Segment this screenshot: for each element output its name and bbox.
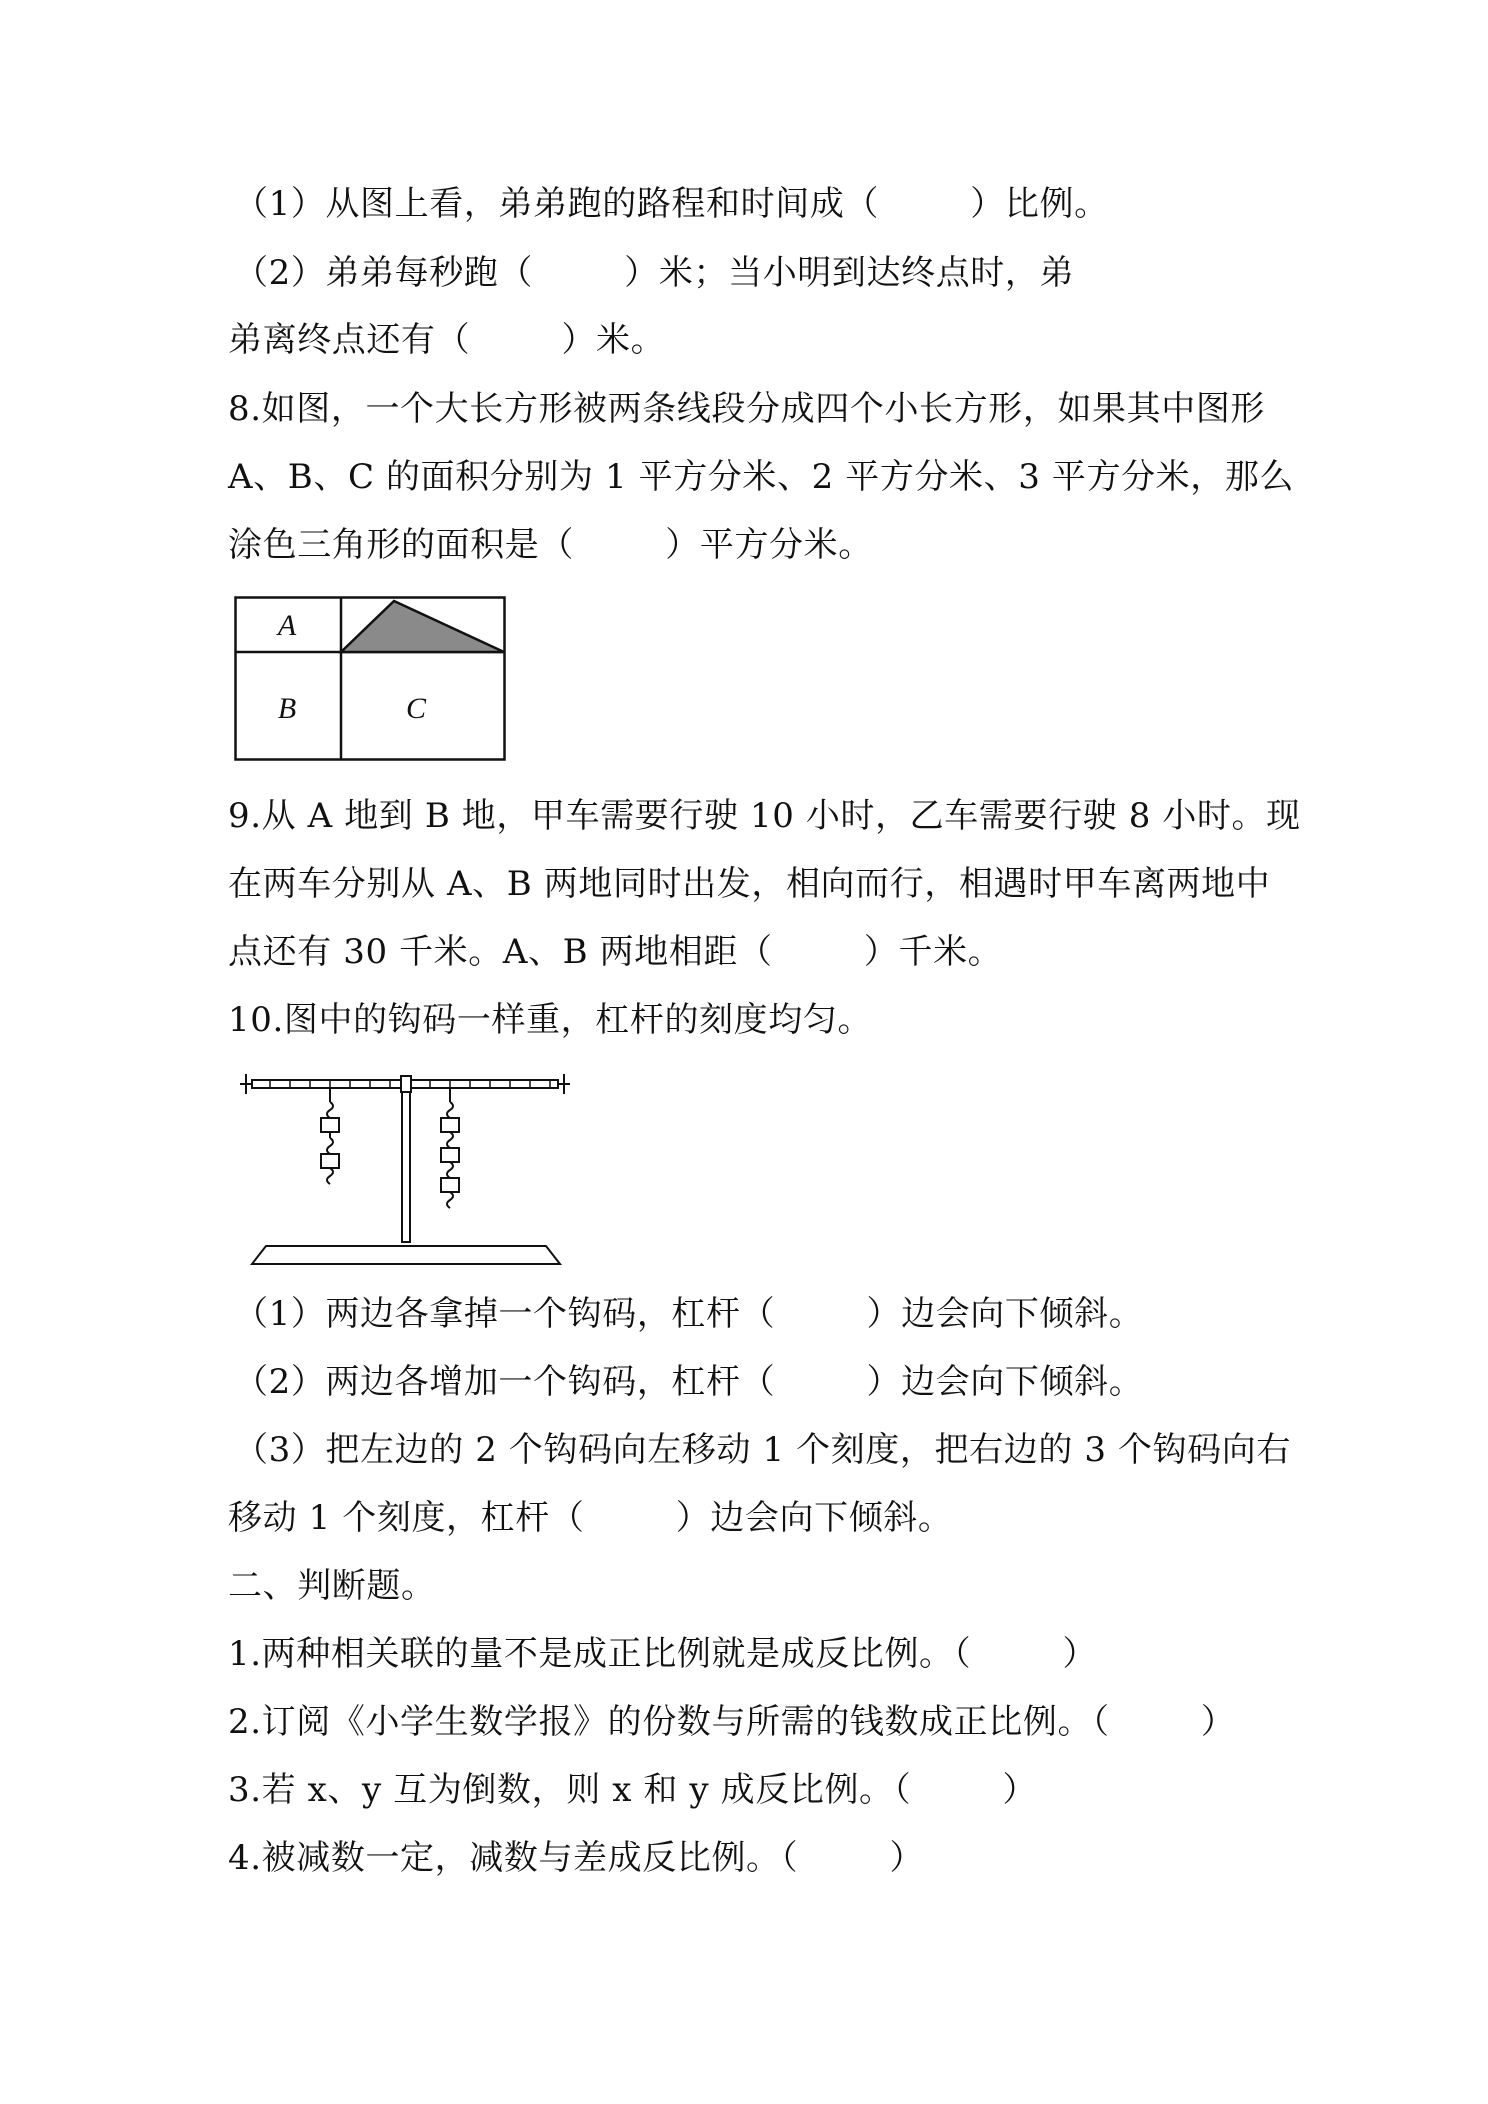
q10-part3-line2: 移动 1 个刻度，杠杆（ ）边会向下倾斜。 bbox=[228, 1498, 953, 1538]
q8-stem-line3: 涂色三角形的面积是（ ）平方分米。 bbox=[228, 525, 873, 565]
label-c: C bbox=[405, 692, 427, 725]
q9-stem-line3: 点还有 30 千米。A、B 两地相距（ ）千米。 bbox=[228, 932, 1003, 972]
tf-item-2: 2.订阅《小学生数学报》的份数与所需的钱数成正比例。（ ） bbox=[228, 1702, 1236, 1742]
shaded-triangle bbox=[341, 601, 504, 652]
label-b: B bbox=[277, 692, 297, 725]
q10-part3-line1: （3）把左边的 2 个钩码向左移动 1 个刻度，把右边的 3 个钩码向右 bbox=[234, 1430, 1291, 1470]
lever-pivot bbox=[401, 1076, 411, 1092]
q9-stem-line2: 在两车分别从 A、B 两地同时出发，相向而行，相遇时甲车离两地中 bbox=[228, 864, 1271, 904]
q7-part1: （1）从图上看，弟弟跑的路程和时间成（ ）比例。 bbox=[234, 184, 1109, 224]
stand-base bbox=[252, 1246, 560, 1264]
stand-pole bbox=[402, 1092, 410, 1242]
outer-rectangle bbox=[236, 598, 505, 760]
lever-balance-figure bbox=[240, 1070, 580, 1270]
q7-part2-line1: （2）弟弟每秒跑（ ）米；当小明到达终点时，弟 bbox=[234, 253, 1075, 293]
rectangle-figure bbox=[234, 596, 506, 762]
q10-stem: 10.图中的钩码一样重，杠杆的刻度均匀。 bbox=[228, 1000, 873, 1040]
label-a: A bbox=[277, 609, 297, 642]
q7-part2-line2: 弟离终点还有（ ）米。 bbox=[228, 320, 666, 360]
tf-item-1: 1.两种相关联的量不是成正比例就是成反比例。（ ） bbox=[228, 1634, 1098, 1674]
q8-stem-line1: 8.如图，一个大长方形被两条线段分成四个小长方形，如果其中图形 bbox=[228, 389, 1266, 429]
tf-item-4: 4.被减数一定，减数与差成反比例。（ ） bbox=[228, 1838, 925, 1878]
section-2-title: 二、判断题。 bbox=[228, 1566, 436, 1606]
q8-stem-line2: A、B、C 的面积分别为 1 平方分米、2 平方分米、3 平方分米，那么 bbox=[228, 457, 1295, 497]
right-weights bbox=[441, 1088, 459, 1208]
left-weights bbox=[321, 1088, 339, 1184]
q10-part2: （2）两边各增加一个钩码，杠杆（ ）边会向下倾斜。 bbox=[234, 1362, 1144, 1402]
q10-part1: （1）两边各拿掉一个钩码，杠杆（ ）边会向下倾斜。 bbox=[234, 1294, 1144, 1334]
q9-stem-line1: 9.从 A 地到 B 地，甲车需要行驶 10 小时，乙车需要行驶 8 小时。现 bbox=[228, 796, 1301, 836]
tf-item-3: 3.若 x、y 互为倒数，则 x 和 y 成反比例。（ ） bbox=[228, 1770, 1038, 1810]
